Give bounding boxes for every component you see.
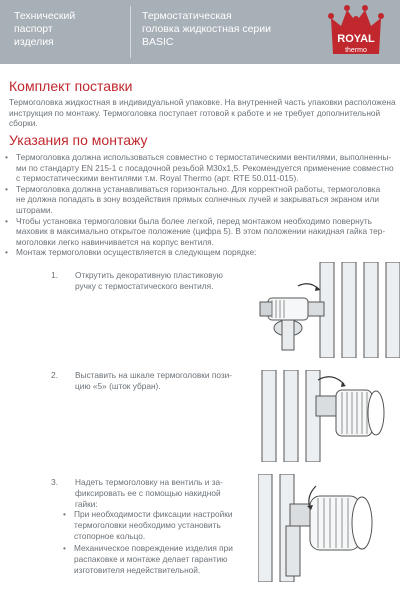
royal-thermo-logo bbox=[325, 2, 387, 58]
header-right-block bbox=[142, 10, 322, 49]
thermo-head-mounted-illustration bbox=[258, 474, 400, 582]
header-left-line: Технический bbox=[14, 10, 76, 22]
mount-bullet: • Чтобы установка термоголовки была более легкой, перед монтажом необходимо повернуть маховик в максимально открытое положение (цифра 5). В этом положении накидная гайка тер- моголовки легко навинчивается на корпус вентиля. bbox=[5, 215, 386, 247]
bullet-dot-icon: • bbox=[5, 215, 8, 226]
header-right-line: Термостатическая bbox=[142, 10, 232, 22]
document-header bbox=[0, 0, 400, 64]
header-left-line: изделия bbox=[14, 36, 54, 48]
header-divider bbox=[130, 6, 131, 58]
step-text: Открутить декоративную пластиковую ручку с термостатического вентиля. bbox=[75, 270, 223, 291]
mount-bullet: • Термоголовка должна устанавливаться горизонтально. Для корректной работы, термоголовка не должна попадать в зону воздействия прямых солнечных лучей и закрываться экраном или шторами. bbox=[5, 183, 381, 215]
step-text: Надеть термоголовку на вентиль и за- фиксировать ее с помощью накидной гайки: bbox=[75, 477, 223, 509]
valve-cap-removal-illustration bbox=[258, 262, 400, 358]
step-number: 2. bbox=[51, 370, 59, 380]
bullet-dot-icon: • bbox=[63, 509, 66, 519]
header-left-block bbox=[14, 10, 114, 49]
header-left-line: паспорт bbox=[14, 23, 53, 35]
svg-text:thermo: thermo bbox=[345, 47, 367, 54]
header-right-line: головка жидкостная серии bbox=[142, 23, 271, 35]
step-number: 1. bbox=[51, 270, 59, 280]
kit-line: сборки. bbox=[9, 118, 38, 129]
mount-bullet: • Термоголовка должна использоваться совместно с термостатическими вентилями, выполненны- ми по стандарту EN 215-1 с посадочной резьбой М30х1,5. Рекомендуется применение совместно с термостатическими вентилями т.м. Royal Thermo (арт. RTE 50.011-015). bbox=[5, 152, 394, 184]
kit-paragraph bbox=[9, 97, 400, 129]
step-sub-bullet: • Механическое повреждение изделия при распаковке и монтаже делает гарантию изготовителя недействительной. bbox=[63, 543, 233, 575]
step-text: Выставить на шкале термоголовки пози- цию «5» (шток убран). bbox=[75, 370, 233, 391]
mount-title: Указания по монтажу bbox=[9, 132, 148, 148]
bullet-dot-icon: • bbox=[63, 543, 66, 553]
header-right-line: BASIC bbox=[142, 36, 174, 48]
step-number: 3. bbox=[51, 477, 59, 487]
bullet-dot-icon: • bbox=[5, 183, 8, 194]
kit-line: инструкция по монтажу. Термоголовка поступает готовой к работе и не требует дополнительной bbox=[9, 107, 381, 118]
mount-bullet-list bbox=[4, 152, 400, 258]
step-sub-bullet: • При необходимости фиксации настройки термоголовки необходимо установить стопорное кольцо. bbox=[63, 509, 233, 541]
kit-line: Термоголовка жидкостная в индивидуальной упаковке. На внутренней часть упаковки расположена bbox=[9, 97, 396, 107]
mount-bullet: • Монтаж термоголовки осуществляется в следующем порядке: bbox=[5, 247, 257, 258]
bullet-dot-icon: • bbox=[5, 152, 8, 162]
svg-text:ROYAL: ROYAL bbox=[337, 33, 375, 45]
kit-title: Комплект поставки bbox=[9, 78, 133, 94]
bullet-dot-icon: • bbox=[5, 247, 8, 258]
thermo-head-setting-illustration bbox=[258, 370, 400, 462]
